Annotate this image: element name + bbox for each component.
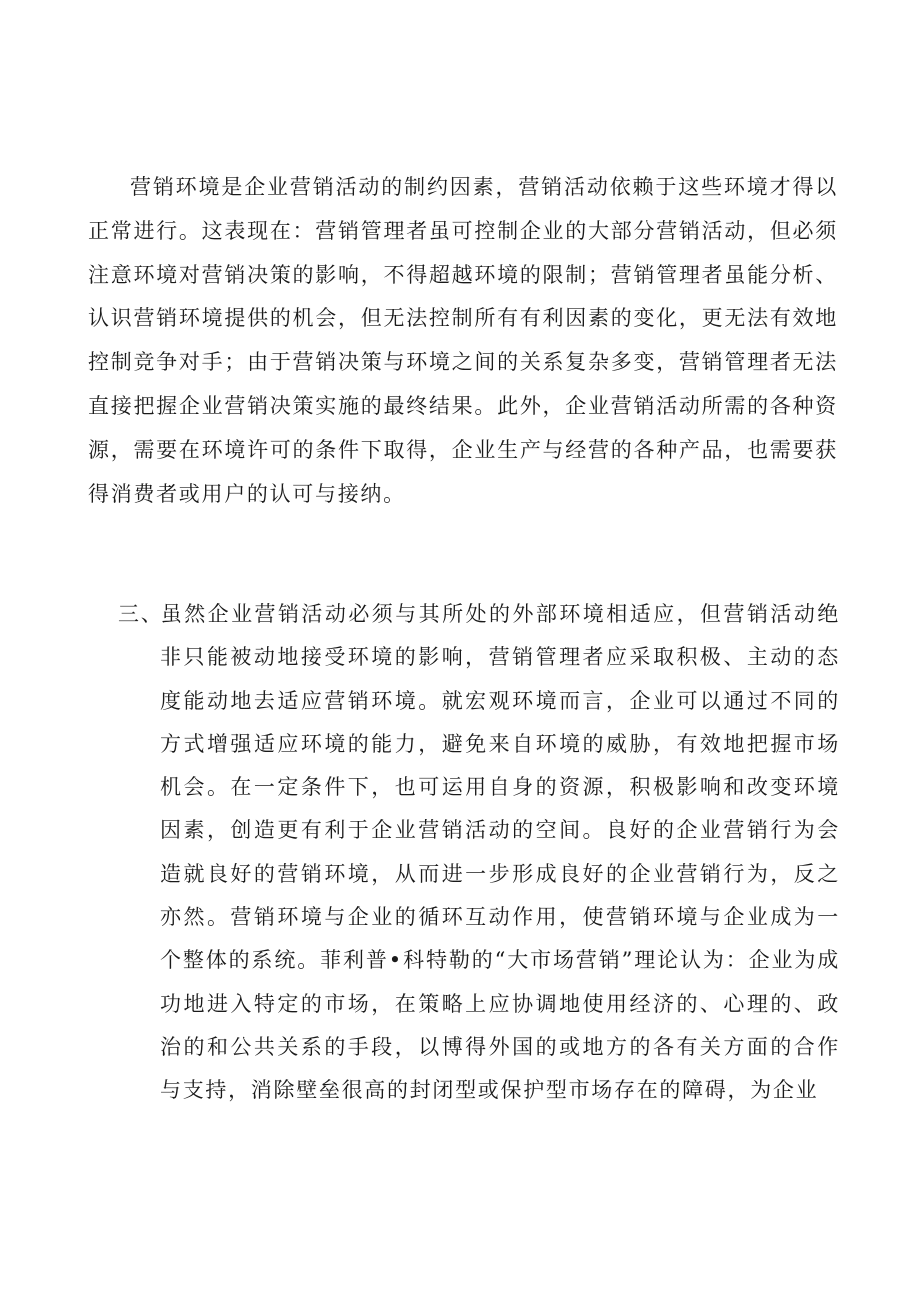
item-text: 虽然企业营销活动必须与其所处的外部环境相适应，但营销活动绝非只能被动地接受环境的影响，营销管理者应采取积极、主动的态度能动地去适应营销环境。就宏观环境而言，企业可以通过不同的方式增强适应环境的能力，避免来自环境的威胁，有效地把握市场机会。在一定条件下，也可运用自身的资源，积极影响和改变环境因素，创造更有利于企业营销活动的空间。良好的企业营销行为会造就良好的营销环境，从而进一步形成良好的企业营销行为，反之亦然。营销环境与企业的循环互动作用，使营销环境与企业成为一个整体的系统。菲利普•科特勒的“大市场营销”理论认为：企业为成功地进入特定的市场，在策略上应协调地使用经济的、心理的、政治的和公共关系的手段，以博得外国的或地方的各有关方面的合作与支持，消除壁垒很高的封闭型或保护型市场存在的障碍，为企业 (160, 602, 840, 1103)
item-number-marker: 三、 (118, 602, 164, 626)
body-paragraph-marketing-environment: 营销环境是企业营销活动的制约因素，营销活动依赖于这些环境才得以正常进行。这表现在：营销管理者虽可控制企业的大部分营销活动，但必须注意环境对营销决策的影响，不得超越环境的限制；营销管理者虽能分析、认识营销环境提供的机会，但无法控制所有有利因素的变化，更无法有效地控制竞争对手；由于营销决策与环境之间的关系复杂多变，营销管理者无法直接把握企业营销决策实施的最终结果。此外，企业营销活动所需的各种资源，需要在环境许可的条件下取得，企业生产与经营的各种产品，也需要获得消费者或用户的认可与接纳。 (88, 175, 838, 506)
numbered-item-three (118, 593, 840, 1113)
